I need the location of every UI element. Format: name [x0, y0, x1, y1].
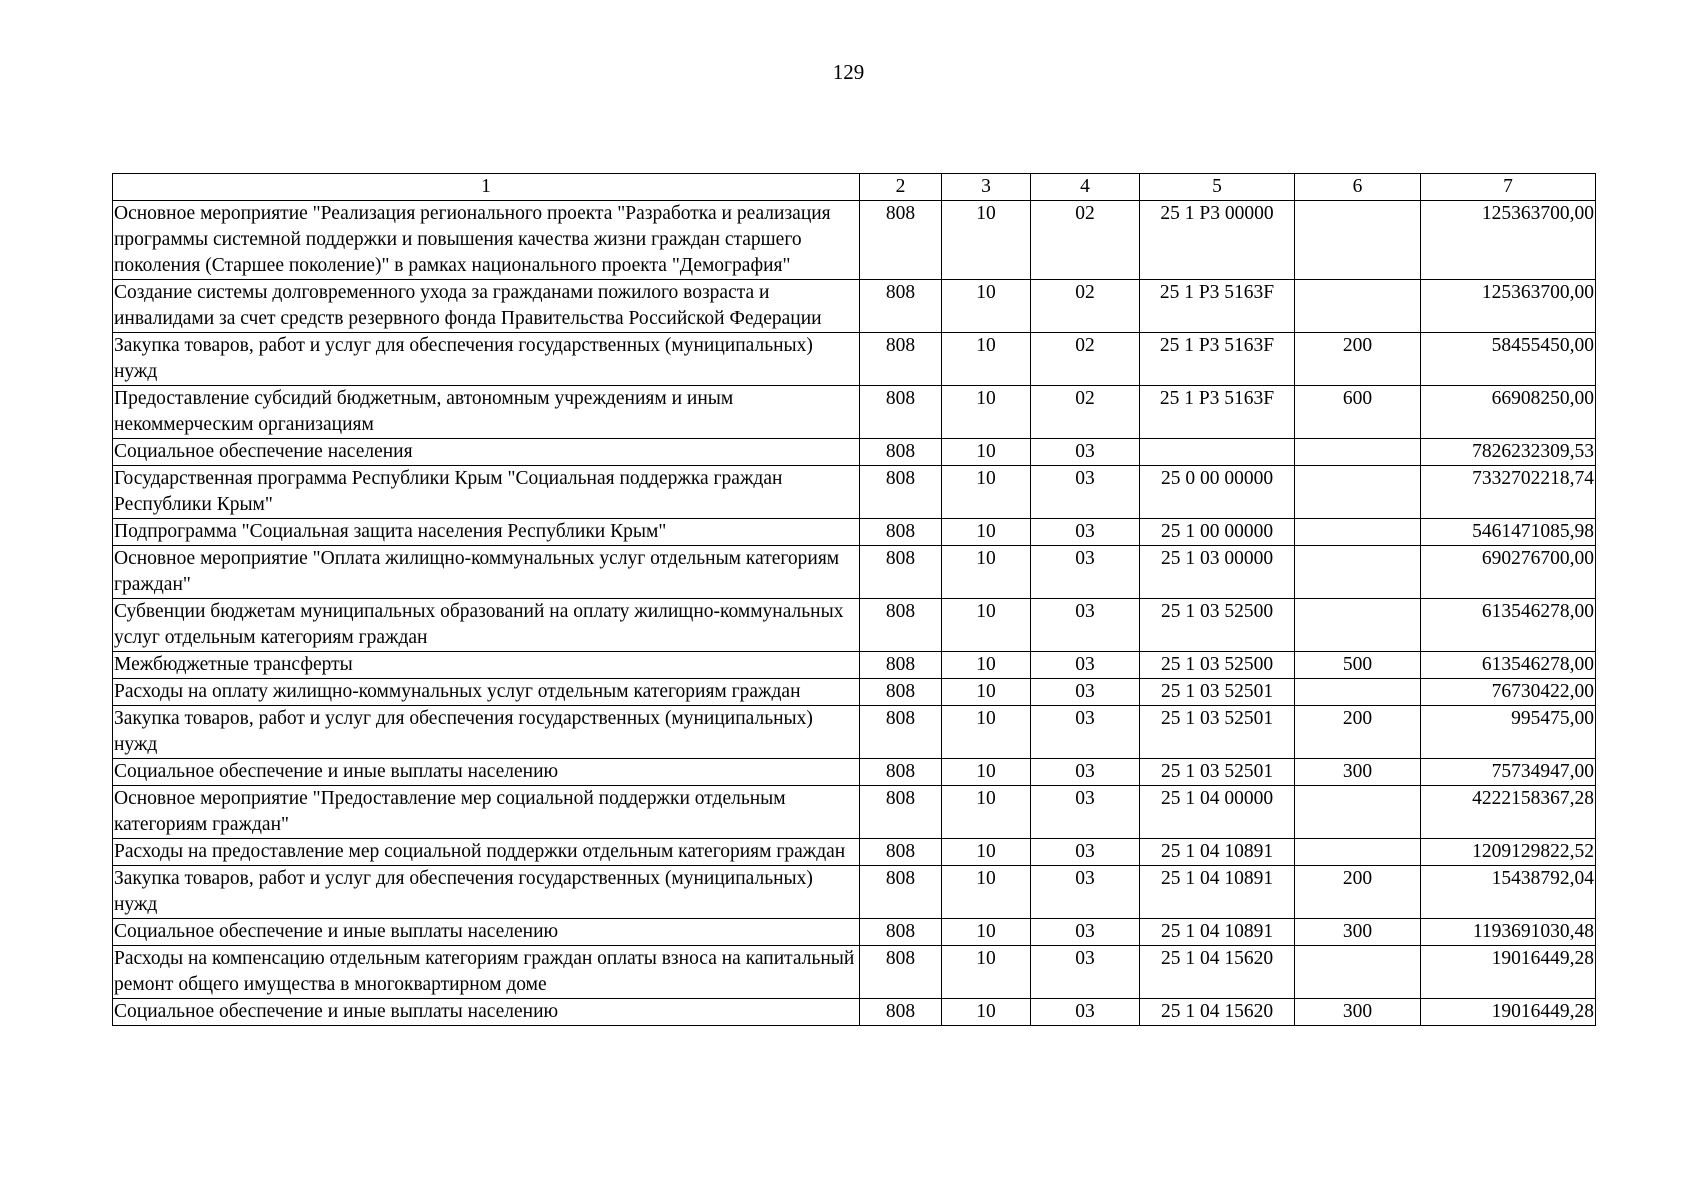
expense-type-cell	[1295, 466, 1421, 519]
grbs-code-cell: 808	[860, 759, 942, 786]
subsection-code-cell: 02	[1031, 280, 1140, 333]
grbs-code-cell: 808	[860, 946, 942, 999]
table-row	[113, 546, 1596, 599]
expense-name-cell: Подпрограмма "Социальная защита населения Республики Крым"	[113, 519, 860, 546]
table-row	[113, 333, 1596, 386]
expense-type-cell: 200	[1295, 333, 1421, 386]
amount-cell: 66908250,00	[1421, 386, 1596, 439]
section-code-cell: 10	[942, 759, 1031, 786]
table-row	[113, 439, 1596, 466]
target-article-cell: 25 1 03 52501	[1140, 759, 1295, 786]
amount-cell: 690276700,00	[1421, 546, 1596, 599]
expense-type-cell: 200	[1295, 706, 1421, 759]
table-row	[113, 679, 1596, 706]
expense-type-cell	[1295, 679, 1421, 706]
target-article-cell: 25 1 Р3 5163F	[1140, 386, 1295, 439]
expense-name-cell: Основное мероприятие "Реализация регионального проекта "Разработка и реализация программы системной поддержки и повышения качества жизни граждан старшего поколения (Старшее поколение)" в рамках национального проекта "Демография"	[113, 201, 860, 280]
col-header-2: 2	[860, 174, 942, 201]
target-article-cell: 25 1 04 10891	[1140, 866, 1295, 919]
target-article-cell: 25 1 Р3 5163F	[1140, 333, 1295, 386]
subsection-code-cell: 03	[1031, 519, 1140, 546]
amount-cell: 995475,00	[1421, 706, 1596, 759]
expense-name-cell: Социальное обеспечение и иные выплаты населению	[113, 999, 860, 1026]
grbs-code-cell: 808	[860, 706, 942, 759]
expense-name-cell: Основное мероприятие "Оплата жилищно-коммунальных услуг отдельным категориям граждан"	[113, 546, 860, 599]
expense-type-cell: 300	[1295, 759, 1421, 786]
target-article-cell	[1140, 439, 1295, 466]
expense-name-cell: Основное мероприятие "Предоставление мер социальной поддержки отдельным категориям граждан"	[113, 786, 860, 839]
subsection-code-cell: 03	[1031, 439, 1140, 466]
target-article-cell: 25 1 04 15620	[1140, 999, 1295, 1026]
section-code-cell: 10	[942, 919, 1031, 946]
expense-type-cell: 300	[1295, 919, 1421, 946]
subsection-code-cell: 02	[1031, 386, 1140, 439]
grbs-code-cell: 808	[860, 439, 942, 466]
expense-type-cell: 300	[1295, 999, 1421, 1026]
expense-name-cell: Социальное обеспечение населения	[113, 439, 860, 466]
col-header-6: 6	[1295, 174, 1421, 201]
section-code-cell: 10	[942, 866, 1031, 919]
table-row	[113, 839, 1596, 866]
grbs-code-cell: 808	[860, 599, 942, 652]
section-code-cell: 10	[942, 946, 1031, 999]
subsection-code-cell: 02	[1031, 201, 1140, 280]
section-code-cell: 10	[942, 679, 1031, 706]
expense-type-cell: 600	[1295, 386, 1421, 439]
target-article-cell: 25 1 04 10891	[1140, 839, 1295, 866]
table-row	[113, 652, 1596, 679]
expense-type-cell	[1295, 839, 1421, 866]
target-article-cell: 25 1 04 00000	[1140, 786, 1295, 839]
grbs-code-cell: 808	[860, 866, 942, 919]
col-header-3: 3	[942, 174, 1031, 201]
amount-cell: 7332702218,74	[1421, 466, 1596, 519]
section-code-cell: 10	[942, 466, 1031, 519]
amount-cell: 76730422,00	[1421, 679, 1596, 706]
amount-cell: 5461471085,98	[1421, 519, 1596, 546]
expense-name-cell: Создание системы долговременного ухода за гражданами пожилого возраста и инвалидами за счет средств резервного фонда Правительства Российской Федерации	[113, 280, 860, 333]
expense-type-cell	[1295, 546, 1421, 599]
expense-name-cell: Субвенции бюджетам муниципальных образований на оплату жилищно-коммунальных услуг отдельным категориям граждан	[113, 599, 860, 652]
section-code-cell: 10	[942, 386, 1031, 439]
col-header-5: 5	[1140, 174, 1295, 201]
section-code-cell: 10	[942, 706, 1031, 759]
target-article-cell: 25 1 00 00000	[1140, 519, 1295, 546]
expense-name-cell: Расходы на компенсацию отдельным категориям граждан оплаты взноса на капитальный ремонт общего имущества в многоквартирном доме	[113, 946, 860, 999]
expense-type-cell	[1295, 519, 1421, 546]
col-header-7: 7	[1421, 174, 1596, 201]
expense-name-cell: Расходы на оплату жилищно-коммунальных услуг отдельным категориям граждан	[113, 679, 860, 706]
expense-name-cell: Закупка товаров, работ и услуг для обеспечения государственных (муниципальных) нужд	[113, 333, 860, 386]
grbs-code-cell: 808	[860, 280, 942, 333]
amount-cell: 125363700,00	[1421, 201, 1596, 280]
table-row	[113, 999, 1596, 1026]
table-row	[113, 786, 1596, 839]
subsection-code-cell: 03	[1031, 466, 1140, 519]
section-code-cell: 10	[942, 280, 1031, 333]
subsection-code-cell: 03	[1031, 839, 1140, 866]
section-code-cell: 10	[942, 201, 1031, 280]
section-code-cell: 10	[942, 599, 1031, 652]
subsection-code-cell: 03	[1031, 866, 1140, 919]
grbs-code-cell: 808	[860, 546, 942, 599]
amount-cell: 19016449,28	[1421, 946, 1596, 999]
subsection-code-cell: 03	[1031, 999, 1140, 1026]
target-article-cell: 25 1 03 00000	[1140, 546, 1295, 599]
table-row	[113, 759, 1596, 786]
amount-cell: 15438792,04	[1421, 866, 1596, 919]
expense-type-cell	[1295, 599, 1421, 652]
amount-cell: 125363700,00	[1421, 280, 1596, 333]
expense-name-cell: Социальное обеспечение и иные выплаты населению	[113, 919, 860, 946]
subsection-code-cell: 03	[1031, 706, 1140, 759]
table-row	[113, 706, 1596, 759]
expense-name-cell: Межбюджетные трансферты	[113, 652, 860, 679]
subsection-code-cell: 03	[1031, 786, 1140, 839]
budget-table	[112, 173, 1596, 1026]
amount-cell: 19016449,28	[1421, 999, 1596, 1026]
grbs-code-cell: 808	[860, 999, 942, 1026]
table-row	[113, 386, 1596, 439]
target-article-cell: 25 1 04 10891	[1140, 919, 1295, 946]
table-row	[113, 866, 1596, 919]
target-article-cell: 25 0 00 00000	[1140, 466, 1295, 519]
expense-name-cell: Предоставление субсидий бюджетным, автономным учреждениям и иным некоммерческим организациям	[113, 386, 860, 439]
grbs-code-cell: 808	[860, 786, 942, 839]
target-article-cell: 25 1 03 52501	[1140, 706, 1295, 759]
target-article-cell: 25 1 04 15620	[1140, 946, 1295, 999]
table-row	[113, 466, 1596, 519]
section-code-cell: 10	[942, 999, 1031, 1026]
subsection-code-cell: 03	[1031, 919, 1140, 946]
grbs-code-cell: 808	[860, 201, 942, 280]
grbs-code-cell: 808	[860, 679, 942, 706]
expense-type-cell	[1295, 201, 1421, 280]
col-header-4: 4	[1031, 174, 1140, 201]
page-number: 129	[832, 60, 865, 84]
amount-cell: 75734947,00	[1421, 759, 1596, 786]
table-row	[113, 599, 1596, 652]
table-row	[113, 919, 1596, 946]
section-code-cell: 10	[942, 786, 1031, 839]
table-row	[113, 519, 1596, 546]
expense-type-cell	[1295, 280, 1421, 333]
grbs-code-cell: 808	[860, 466, 942, 519]
amount-cell: 613546278,00	[1421, 652, 1596, 679]
subsection-code-cell: 03	[1031, 652, 1140, 679]
col-header-1: 1	[113, 174, 860, 201]
expense-type-cell: 500	[1295, 652, 1421, 679]
section-code-cell: 10	[942, 652, 1031, 679]
grbs-code-cell: 808	[860, 839, 942, 866]
target-article-cell: 25 1 03 52500	[1140, 652, 1295, 679]
subsection-code-cell: 03	[1031, 679, 1140, 706]
table-row	[113, 946, 1596, 999]
section-code-cell: 10	[942, 546, 1031, 599]
expense-name-cell: Закупка товаров, работ и услуг для обеспечения государственных (муниципальных) нужд	[113, 706, 860, 759]
table-row	[113, 201, 1596, 280]
amount-cell: 1209129822,52	[1421, 839, 1596, 866]
expense-name-cell: Социальное обеспечение и иные выплаты населению	[113, 759, 860, 786]
expense-type-cell	[1295, 946, 1421, 999]
expense-type-cell	[1295, 439, 1421, 466]
amount-cell: 4222158367,28	[1421, 786, 1596, 839]
subsection-code-cell: 03	[1031, 759, 1140, 786]
grbs-code-cell: 808	[860, 519, 942, 546]
table-body	[113, 201, 1596, 1026]
amount-cell: 613546278,00	[1421, 599, 1596, 652]
expense-type-cell: 200	[1295, 866, 1421, 919]
table-row	[113, 280, 1596, 333]
amount-cell: 7826232309,53	[1421, 439, 1596, 466]
section-code-cell: 10	[942, 333, 1031, 386]
section-code-cell: 10	[942, 519, 1031, 546]
subsection-code-cell: 03	[1031, 946, 1140, 999]
grbs-code-cell: 808	[860, 652, 942, 679]
target-article-cell: 25 1 Р3 00000	[1140, 201, 1295, 280]
grbs-code-cell: 808	[860, 386, 942, 439]
header-row	[113, 174, 1596, 201]
target-article-cell: 25 1 03 52501	[1140, 679, 1295, 706]
grbs-code-cell: 808	[860, 919, 942, 946]
subsection-code-cell: 03	[1031, 546, 1140, 599]
expense-name-cell: Закупка товаров, работ и услуг для обеспечения государственных (муниципальных) нужд	[113, 866, 860, 919]
section-code-cell: 10	[942, 839, 1031, 866]
subsection-code-cell: 02	[1031, 333, 1140, 386]
target-article-cell: 25 1 Р3 5163F	[1140, 280, 1295, 333]
expense-name-cell: Государственная программа Республики Крым "Социальная поддержка граждан Республики Крым"	[113, 466, 860, 519]
amount-cell: 1193691030,48	[1421, 919, 1596, 946]
amount-cell: 58455450,00	[1421, 333, 1596, 386]
expense-name-cell: Расходы на предоставление мер социальной поддержки отдельным категориям граждан	[113, 839, 860, 866]
grbs-code-cell: 808	[860, 333, 942, 386]
expense-type-cell	[1295, 786, 1421, 839]
target-article-cell: 25 1 03 52500	[1140, 599, 1295, 652]
section-code-cell: 10	[942, 439, 1031, 466]
subsection-code-cell: 03	[1031, 599, 1140, 652]
